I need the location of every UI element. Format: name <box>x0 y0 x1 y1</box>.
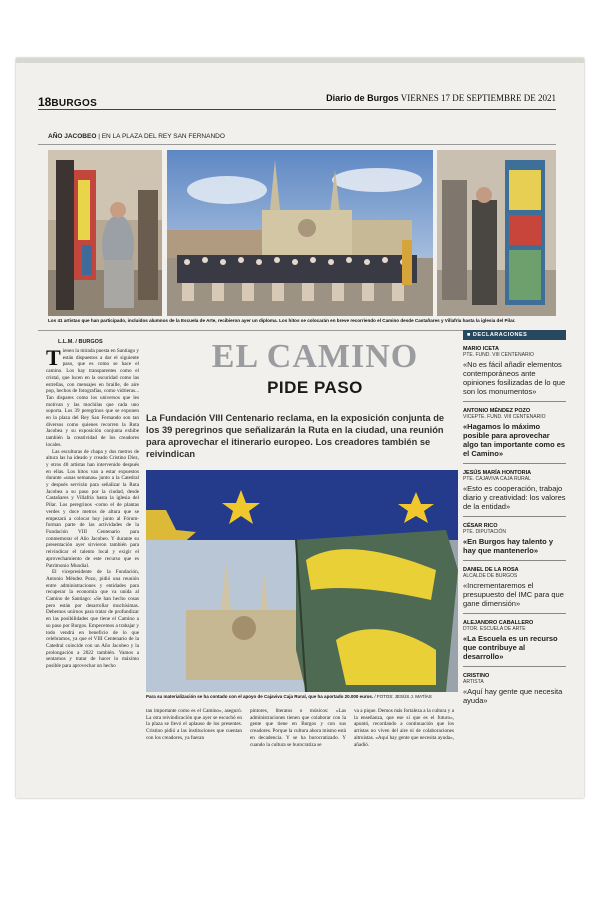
photo-right-sculptures <box>437 150 556 316</box>
quote-item <box>463 567 566 614</box>
quote-speaker-role: PTE. CAJAVIVA CAJA RURAL <box>463 476 531 482</box>
quote-text: «Hagamos lo máximo posible para aprovechar algo tan importante como es el Camino» <box>463 422 566 458</box>
body-column-2: tan importante como es el Camino», aseguró. La otra reivindicación que ayer se escuchó en la plaza se llevó el aplauso de los presentes. Cristino pidió a las instituciones que cuentan con los creadores, ya fueran <box>146 708 242 741</box>
quote-speaker-name: MARIO ICETA <box>463 346 499 352</box>
declarations-sidebar <box>463 330 566 705</box>
quote-separator <box>463 666 566 667</box>
kicker-tag: AÑO JACOBEO <box>48 133 97 140</box>
photo-credit: / FOTOS: JESÚS J. MATÍAS <box>374 694 432 699</box>
page-number-value: 18 <box>38 95 52 109</box>
quote-speaker-name: ALEJANDRO CABALLERO <box>463 620 534 626</box>
quote-item <box>463 470 566 517</box>
quote-item <box>463 346 566 402</box>
quote-text: «La Escuela es un recurso que contribuye al desarrollo» <box>463 634 558 661</box>
header-rule <box>38 109 556 110</box>
top-photo-caption: Los 41 artistas que han participado, incluidos alumnos de la Escuela de Arte, recibieron ayer un diploma. Los hitos se colocarán en breve recorriendo el Camino desde Castañares y Villafría hasta la iglesia del Pilar. <box>48 318 516 323</box>
dropcap-letter: T <box>46 348 61 370</box>
headline-line-1: EL CAMINO <box>211 338 419 375</box>
quote-separator <box>463 516 566 517</box>
quote-separator <box>463 463 566 464</box>
quote-speaker-name: ANTONIO MÉNDEZ POZO <box>463 408 531 414</box>
byline: L.L.M. / BURGOS <box>58 339 103 345</box>
photo-group-cathedral <box>167 150 433 316</box>
quote-speaker-role: ARTISTA <box>463 679 484 685</box>
body-paragraph-3: El vicepresidente de la Fundación, Antonio Méndez Pozo, pidió una reunión entre administraciones y entidades para recuperar la economía que va unida al Camino de Santiago: «Se han hecho cosas pero están por desarrollar muchísimas. Debemos unirnos para tratar de profundizar en las posibilidades que tiene el Camino a su paso por Burgos. Empecemos a trabajar y todo vendrá en beneficio de lo que celebramos, ya que el VIII Centenario de la Catedral coincide con un Año Jacobeo y la prolongación a 2022 también. Vamos a sentarnos y tratar de hacer lo máximo posible para aprovechar un hecho <box>46 569 139 670</box>
quote-speaker-name: CÉSAR RICO <box>463 523 498 529</box>
quote-speaker-role: ALCALDE DE BURGOS <box>463 573 518 579</box>
quote-text: «En Burgos hay talento y hay que mantenerlo» <box>463 537 554 555</box>
subheadline: La Fundación VIII Centenario reclama, en la exposición conjunta de los 39 peregrinos que señalizarán la Ruta en la ciudad, una reunión para aprovechar el itinerario europeo. Los creadores también se reivindican <box>146 413 445 459</box>
sidebar-tab-label: DECLARACIONES <box>472 332 528 338</box>
body-column-4: va a pique. Demos más fortaleza a la cultura y a la enseñanza, que ese sí que es el futuro», apuntó, recordando a continuación que los artistas no viven del aire ni de colaboraciones altruistas. «Aquí hay gente que necesita ayuda», añadió. <box>354 708 454 748</box>
kicker-location: EN LA PLAZA DEL REY SAN FERNANDO <box>101 133 225 140</box>
sidebar-tab: ■ DECLARACIONES <box>463 330 566 340</box>
quote-text: «No es fácil añadir elementos contemporáneos ante opiniones fosilizadas de lo que son los monumentos» <box>463 360 566 396</box>
page-number <box>38 95 97 109</box>
quote-speaker-role: PTE. FUND. VIII CENTENARIO <box>463 352 534 358</box>
quote-separator <box>463 401 566 402</box>
main-photo-caption <box>146 694 458 700</box>
quote-speaker-role: VICEPTE. FUND. VIII CENTENARIO <box>463 414 546 420</box>
quote-text: «Esto es cooperación, trabajo diario y creatividad: los valores de la entidad» <box>463 484 566 511</box>
photo-left-sculpture <box>48 150 162 316</box>
quote-item <box>463 523 566 561</box>
body-column-1 <box>46 348 139 753</box>
page-top-edge <box>16 58 584 63</box>
section-name: BURGOS <box>51 98 98 109</box>
main-photo-flag-sculpture <box>146 470 458 692</box>
headline-line-2: PIDE PASO <box>267 378 363 397</box>
quote-separator <box>463 560 566 561</box>
quote-text: «Aquí hay gente que necesita ayuda» <box>463 687 563 705</box>
quote-item <box>463 620 566 667</box>
quote-speaker-role: PTE. DIPUTACIÓN <box>463 529 506 535</box>
quote-list <box>463 346 566 705</box>
body-column-3: pintores, literatos o músicos: «Las administraciones tienen que colaborar con la gente que tiene en Burgos y con sus creadores. Porque la cultura ahora mismo está en decadencia. Y se ha burocratizado. Y cuando la cultura se burocratiza se <box>250 708 346 748</box>
body-paragraph-2: Las esculturas de chapa y dos metros de altura las ha ideado y creado Cristino Díez, y otros 40 artistas han intervenido después en ellas. Los hitos van a estar expuestos durante «unas semanas» junto a la Catedral y después servirán para señalizar la Ruta Jacobea a su paso por la ciudad, desde Castañares y Villafría hasta la iglesia del Pilar. Los peregrinos -como el de plantas verdes y doce metros de altura que se empezará a colocar hoy junto al Fórum- forman parte de las actividades de la Fundación VIII Centenario para conmemorar el Año Jacobeo. Y durante su presentación ayer sirvieron también para reivindicar el talento local y exigir el aprovechamiento de este recurso que es Patrimonio Mundial. <box>46 448 139 569</box>
quote-speaker-name: JESÚS MARÍA HONTORIA <box>463 470 532 476</box>
quote-separator <box>463 613 566 614</box>
quote-speaker-role: DTOR. ESCUELA DE ARTE <box>463 626 526 632</box>
paper-name: Diario de Burgos <box>326 93 399 103</box>
quote-speaker-name: DANIEL DE LA ROSA <box>463 567 519 573</box>
masthead-info <box>326 93 556 103</box>
quote-item <box>463 408 566 464</box>
quote-item <box>463 673 566 705</box>
quote-text: «Incrementaremos el presupuesto del IMC para que gane dimensión» <box>463 581 564 608</box>
body-paragraph-1: ienen la mirada puesta en Santiago y están dispuestos a dar el siguiente paso, que es como se hace el camino. Los hay transparentes como el cristal, que lucen en la oscuridad como las estrellas, con mensajes en braille, de aire pop, hechos de fotografías, como vidrieras... Tan dispares como los universos que les motivan y las mochilas que cada uno soporta. Los 39 peregrinos que se exponen en la plaza del Rey San Fernando son tan diversos como quienes recorren la Ruta Jacobea y su exposición conjunta exhibe también la creatividad de los creadores locales. <box>46 348 139 448</box>
main-photo-caption-text: Para su materialización se ha contado con el apoyo de Cajaviva Caja Rural, que ha aportado 20.000 euros. <box>146 694 374 699</box>
quote-speaker-name: CRISTINO <box>463 673 490 679</box>
kicker-rule <box>38 144 556 145</box>
section-kicker: AÑO JACOBEO | EN LA PLAZA DEL REY SAN FERNANDO <box>48 133 225 140</box>
issue-date: VIERNES 17 DE SEPTIEMBRE DE 2021 <box>400 93 556 103</box>
